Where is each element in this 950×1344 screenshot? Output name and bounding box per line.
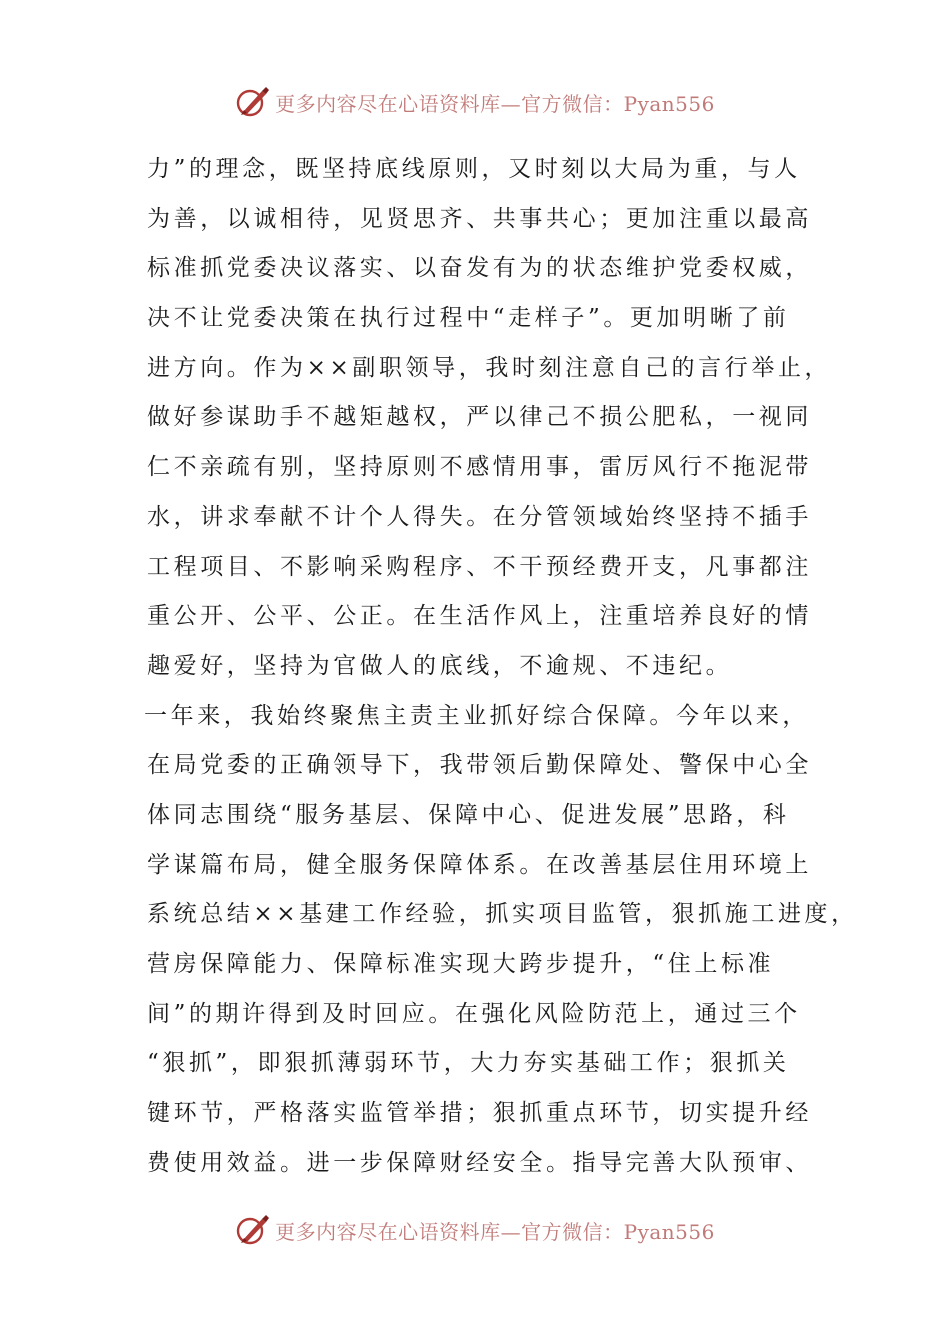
- text-line: 工程项目、不影响采购程序、不干预经费开支，凡事都注: [147, 553, 812, 580]
- text-line: 为善，以诚相待，见贤思齐、共事共心；更加注重以最高: [147, 205, 812, 232]
- text-line: 学谋篇布局，健全服务保障体系。在改善基层住用环境上: [147, 851, 812, 878]
- text-line: 间”的期许得到及时回应。在强化风险防范上，通过三个: [147, 1000, 801, 1027]
- text-line: 键环节，严格落实监管举措；狠抓重点环节，切实提升经: [147, 1100, 812, 1127]
- paragraph-start-line: 一年来，我始终聚焦主责主业抓好综合保障。今年以来，: [144, 702, 809, 729]
- footer-watermark: [0, 1210, 950, 1250]
- text-line: 重公开、公平、公正。在生活作风上，注重培养良好的情: [147, 603, 812, 630]
- header-watermark: [0, 82, 950, 122]
- text-line: 水，讲求奉献不计个人得失。在分管领域始终坚持不插手: [147, 503, 812, 530]
- text-line: “狠抓”，即狠抓薄弱环节，大力夯实基础工作；狠抓关: [147, 1050, 790, 1077]
- pen-logo-icon: [235, 1212, 271, 1248]
- document-body: [144, 145, 858, 1188]
- text-line: 决不让党委决策在执行过程中“走样子”。更加明晰了前: [147, 305, 790, 332]
- text-line: 趣爱好，坚持为官做人的底线，不逾规、不违纪。: [147, 652, 733, 679]
- watermark-text: 更多内容尽在心语资料库—官方微信：Pyan556: [275, 91, 715, 116]
- watermark-text: 更多内容尽在心语资料库—官方微信：Pyan556: [275, 1219, 715, 1244]
- text-line: 费使用效益。进一步保障财经安全。指导完善大队预审、: [147, 1149, 812, 1176]
- text-line: 力”的理念，既坚持底线原则，又时刻以大局为重，与人: [147, 156, 801, 182]
- text-line: 做好参谋助手不越矩越权，严以律己不损公肥私，一视同: [147, 404, 812, 431]
- text-line: 在局党委的正确领导下，我带领后勤保障处、警保中心全: [147, 752, 812, 779]
- text-line: 进方向。作为××副职领导，我时刻注意自己的言行举止，: [147, 354, 832, 381]
- text-line: 仁不亲疏有别，坚持原则不感情用事，雷厉风行不拖泥带: [147, 454, 812, 481]
- text-line: 系统总结××基建工作经验，抓实项目监管，狠抓施工进度，: [147, 901, 858, 928]
- text-line: 营房保障能力、保障标准实现大跨步提升，“住上标准: [147, 951, 775, 977]
- text-line: 体同志围绕“服务基层、保障中心、促进发展”思路，科: [147, 801, 790, 828]
- text-line: 标准抓党委决议落实、以奋发有为的状态维护党委权威，: [147, 255, 812, 282]
- pen-logo-icon: [235, 84, 271, 120]
